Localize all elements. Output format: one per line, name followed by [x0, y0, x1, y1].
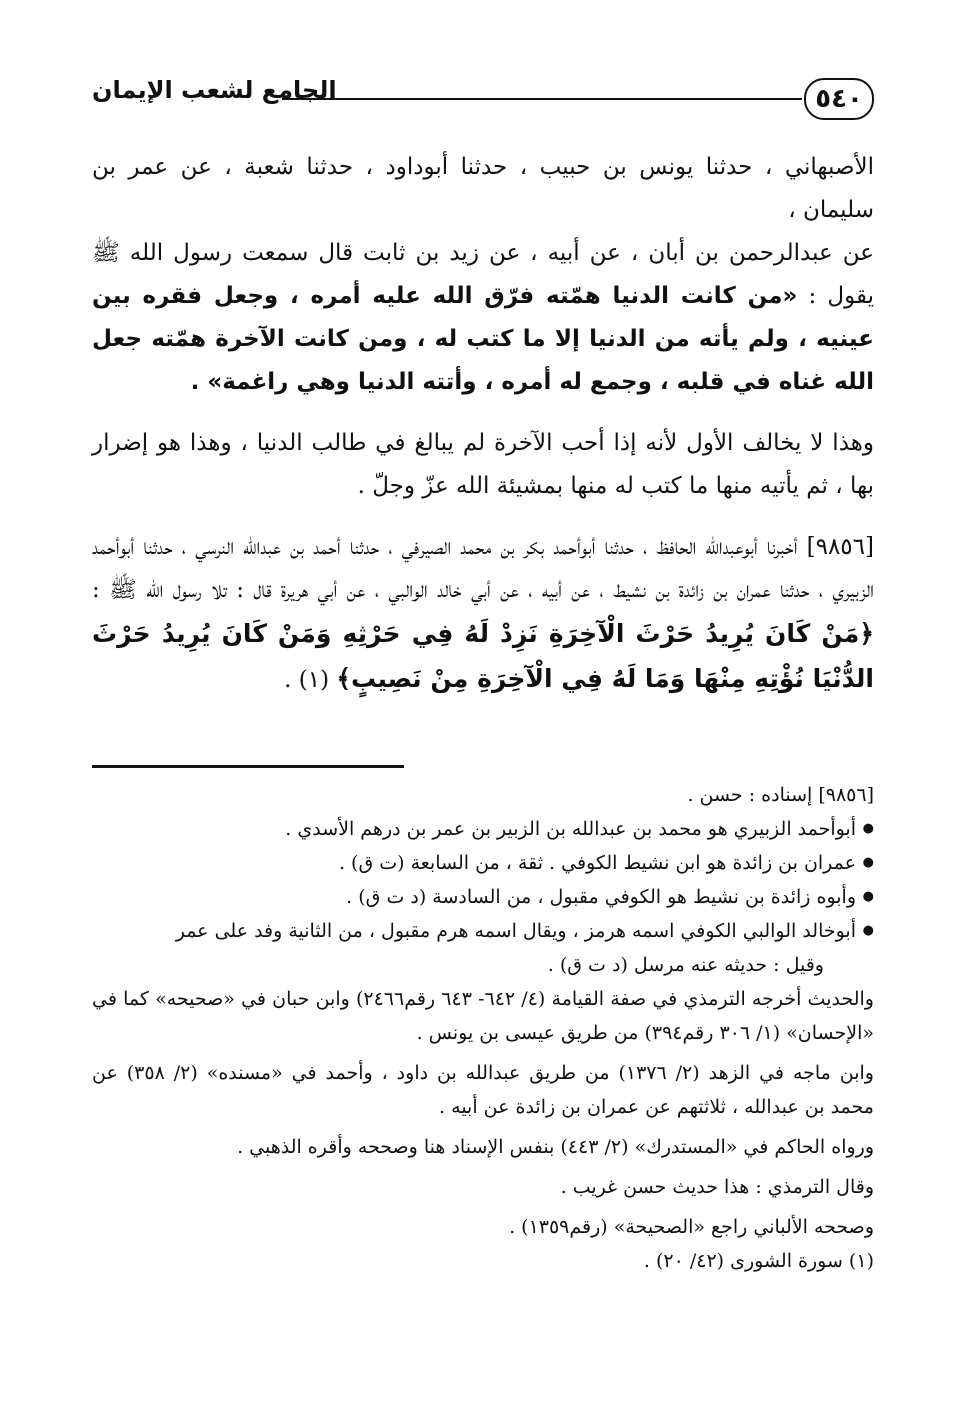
main-text [92, 146, 874, 702]
footnote-tirmidhi: وقال الترمذي : هذا حديث حسن غريب . [560, 1176, 874, 1198]
paragraph-line: الأصبهاني ، حدثنا يونس بن حبيب ، حدثنا أبوداود ، حدثنا شعبة ، عن عمر بن سليمان ، [92, 154, 874, 223]
header-rule [282, 98, 802, 100]
footnote-separator [92, 765, 404, 768]
footnote-ref: (١) . [284, 667, 330, 693]
isnad-text: [٩٨٥٦] أخبرنا أبوعبدالله الحافظ ، حدثنا أبوأحمد بكر بن محمد الصيرفي ، حدثنا أحمد بن عبدالله النرسي ، حدثنا أبوأحمد الزبيري ، حدثنا عمران بن زائدة بن نشيط ، عن أبيه ، عن أبي خالد الوالبي ، عن أبي هريرة قال : تلا رسول الله ﷺ : [92, 534, 874, 603]
quran-verse: ﴿مَنْ كَانَ يُرِيدُ حَرْثَ الْآخِرَةِ نَزِدْ لَهُ فِي حَرْثِهِ وَمَنْ كَانَ يُرِيدُ حَرْثَ الدُّنْيَا نُؤْتِهِ مِنْهَا وَمَا لَهُ فِي الْآخِرَةِ مِنْ نَصِيبٍ﴾ [92, 619, 874, 693]
paragraph-isnad-1 [92, 146, 874, 404]
footnote-isnad-grade: [٩٨٥٦] إسناده : حسن . [687, 784, 874, 806]
footnote-takhrij: والحديث أخرجه الترمذي في صفة القيامة (٤/ ٦٤٢- ٦٤٣ رقم٢٤٦٦) وابن حبان في «صحيحه» كما في «الإحسان» (١/ ٣٠٦ رقم٣٩٤) من طريق عيسى بن يونس . [92, 988, 874, 1044]
paragraph-hadith-9856 [92, 526, 874, 702]
list-item-line: أبوخالد الوالبي الكوفي اسمه هرمز ، ويقال اسمه هرم مقبول ، من الثانية وفد على عمر [175, 920, 856, 942]
footnote-albani: وصححه الألباني راجع «الصحيحة» (رقم١٣٥٩) . [509, 1216, 874, 1238]
list-item: ● وأبوه زائدة بن نشيط هو الكوفي مقبول ، من السادسة (د ت ق) . [92, 880, 856, 914]
list-item [92, 914, 856, 982]
footnote-verse-reference: (١) سورة الشورى (٤٢/ ٢٠) . [643, 1250, 874, 1272]
list-item: ● عمران بن زائدة هو ابن نشيط الكوفي . ثقة ، من السابعة (ت ق) . [92, 846, 856, 880]
running-title: الجامع لشعب الإيمان [92, 76, 337, 104]
footnote-takhrij: ورواه الحاكم في «المستدرك» (٢/ ٤٤٣) بنفس الإسناد هنا وصححه وأقره الذهبي . [237, 1136, 874, 1158]
paragraph-commentary: وهذا لا يخالف الأول لأنه إذا أحب الآخرة لم يبالغ في طالب الدنيا ، وهذا هو إضرار بها ، ثم يأتيه منها ما كتب له منها بمشيئة الله عزّ وجلّ . [92, 430, 874, 499]
list-item-line: وقيل : حديثه عنه مرسل (د ت ق) . [547, 954, 824, 976]
page-header [92, 70, 874, 130]
hadith-quote: «من كانت الدنيا همّته فرّق الله عليه أمره ، وجعل فقره بين عينيه ، ولم يأته من الدنيا إلا ما كتب له ، ومن كانت الآخرة همّته جعل الله غناه في قلبه ، وجمع له أمره ، وأتته الدنيا وهي راغمة» . [92, 283, 874, 395]
footnotes [92, 778, 874, 1278]
page-number: ٥٤٠ [804, 78, 874, 120]
footnote-takhrij: وابن ماجه في الزهد (٢/ ١٣٧٦) من طريق عبدالله بن داود ، وأحمد في «مسنده» (٢/ ٣٥٨) عن محمد بن عبدالله ، ثلاثتهم عن عمران بن زائدة عن أبيه . [92, 1062, 874, 1118]
paragraph-line: عن عبدالرحمن بن أبان ، عن أبيه ، عن زيد بن ثابت قال سمعت رسول الله ﷺ يقول : [92, 240, 874, 309]
list-item: ● أبوأحمد الزبيري هو محمد بن عبدالله بن الزبير بن عمر بن درهم الأسدي . [92, 812, 856, 846]
narrator-list [92, 812, 874, 982]
